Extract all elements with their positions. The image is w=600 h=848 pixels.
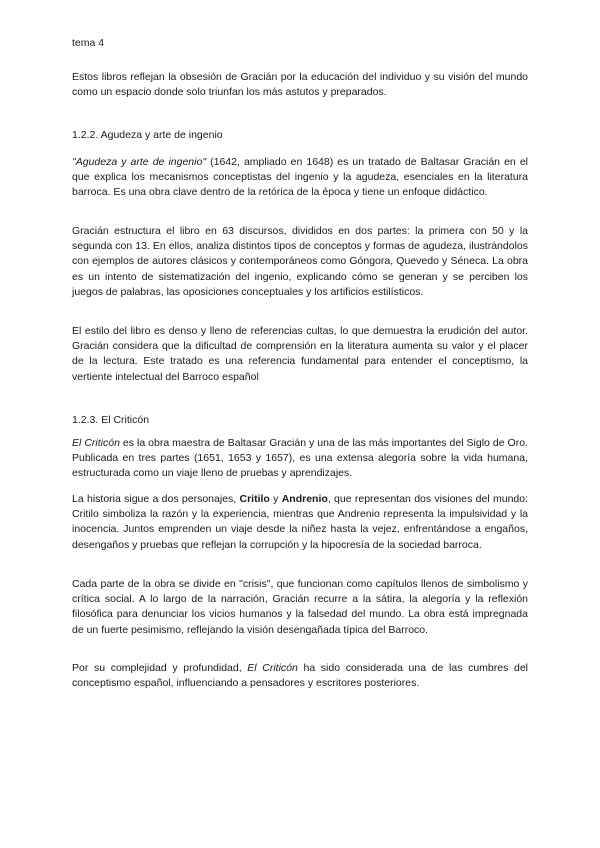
paragraph-text: y bbox=[269, 493, 282, 505]
paragraph-text: ha sido considerada una de las cumbres del conceptismo español, influenciando a pensadores y escritores posteriores. bbox=[72, 662, 528, 690]
agudeza-paragraph-2: Gracián estructura el libro en 63 discursos, divididos en dos partes: la primera con 50 y la segunda con 13. En ellos, analiza distintos tipos de conceptos y formas de agudeza, ilustrándolos con ejemplos de autores clásicos y contemporáneos como Góngora, Quevedo y Séneca. La obra es un intento de sistematización del ingenio, explicando cómo se generan y se perciben los juegos de palabras, las oposiciones conceptuales y los artificios estilísticos. bbox=[72, 225, 528, 298]
paragraph-text: , que representan dos visiones del mundo: Critilo simboliza la razón y la experiencia, mientras que Andrenio representa la impulsividad y la inocencia. Juntos emprenden un viaje desde la niñez hasta la vejez, enfrentándose a engaños, desengaños y pruebas que reflejan la corrupción y la hipocresía de la sociedad barroca. bbox=[72, 493, 529, 551]
criticon-paragraph-2 bbox=[72, 492, 528, 553]
paragraph-text: Por su complejidad y profundidad, bbox=[72, 662, 248, 674]
work-title: "Agudeza y arte de ingenio" bbox=[72, 156, 207, 168]
page-header: tema 4 bbox=[72, 37, 105, 49]
agudeza-paragraph-3: El estilo del libro es denso y lleno de referencias cultas, lo que demuestra la erudición del autor. Gracián considera que la dificultad de comprensión en la literatura aumenta su valor y el placer de la lectura. Este tratado es una referencia fundamental para entender el conceptismo, la vertiente intelectual del Barroco español bbox=[72, 325, 528, 383]
character-name-critilo: Critilo bbox=[239, 493, 270, 505]
section-heading-criticon: 1.2.3. El Criticón bbox=[72, 414, 150, 426]
work-title: El Criticón bbox=[247, 662, 298, 674]
criticon-paragraph-4 bbox=[72, 661, 528, 691]
work-title: El Criticón bbox=[72, 437, 120, 449]
criticon-paragraph-1 bbox=[72, 436, 528, 482]
agudeza-paragraph-1 bbox=[72, 155, 528, 201]
paragraph-text: es la obra maestra de Baltasar Gracián y una de las más importantes del Siglo de Oro. Publicada en tres partes (1651, 1653 y 1657), es una extensa alegoría sobre la vida humana, estructurada como un viaje lleno de pruebas y aprendizajes. bbox=[72, 437, 528, 480]
paragraph-text: La historia sigue a dos personajes, bbox=[72, 493, 240, 505]
character-name-andrenio: Andrenio bbox=[281, 493, 328, 505]
intro-paragraph: Estos libros reflejan la obsesión de Gracián por la educación del individuo y su visión del mundo como un espacio donde solo triunfan los más astutos y preparados. bbox=[72, 71, 528, 99]
criticon-paragraph-3: Cada parte de la obra se divide en "crisis", que funcionan como capítulos llenos de simbolismo y crítica social. A lo largo de la narración, Gracián recurre a la sátira, la alegoría y la reflexión filosófica para denunciar los vicios humanos y la falsedad del mundo. La obra está impregnada de un fuerte pesimismo, reflejando la visión desengañada típica del Barroco. bbox=[72, 578, 528, 636]
section-heading-agudeza: 1.2.2. Agudeza y arte de ingenio bbox=[72, 129, 223, 141]
paragraph-text: (1642, ampliado en 1648) es un tratado de Baltasar Gracián en el que explica los mecanismos conceptistas del ingenio y la agudeza, esenciales en la literatura barroca. Es una obra clave dentro de la retórica de la época y tiene un enfoque didáctico. bbox=[72, 156, 528, 199]
